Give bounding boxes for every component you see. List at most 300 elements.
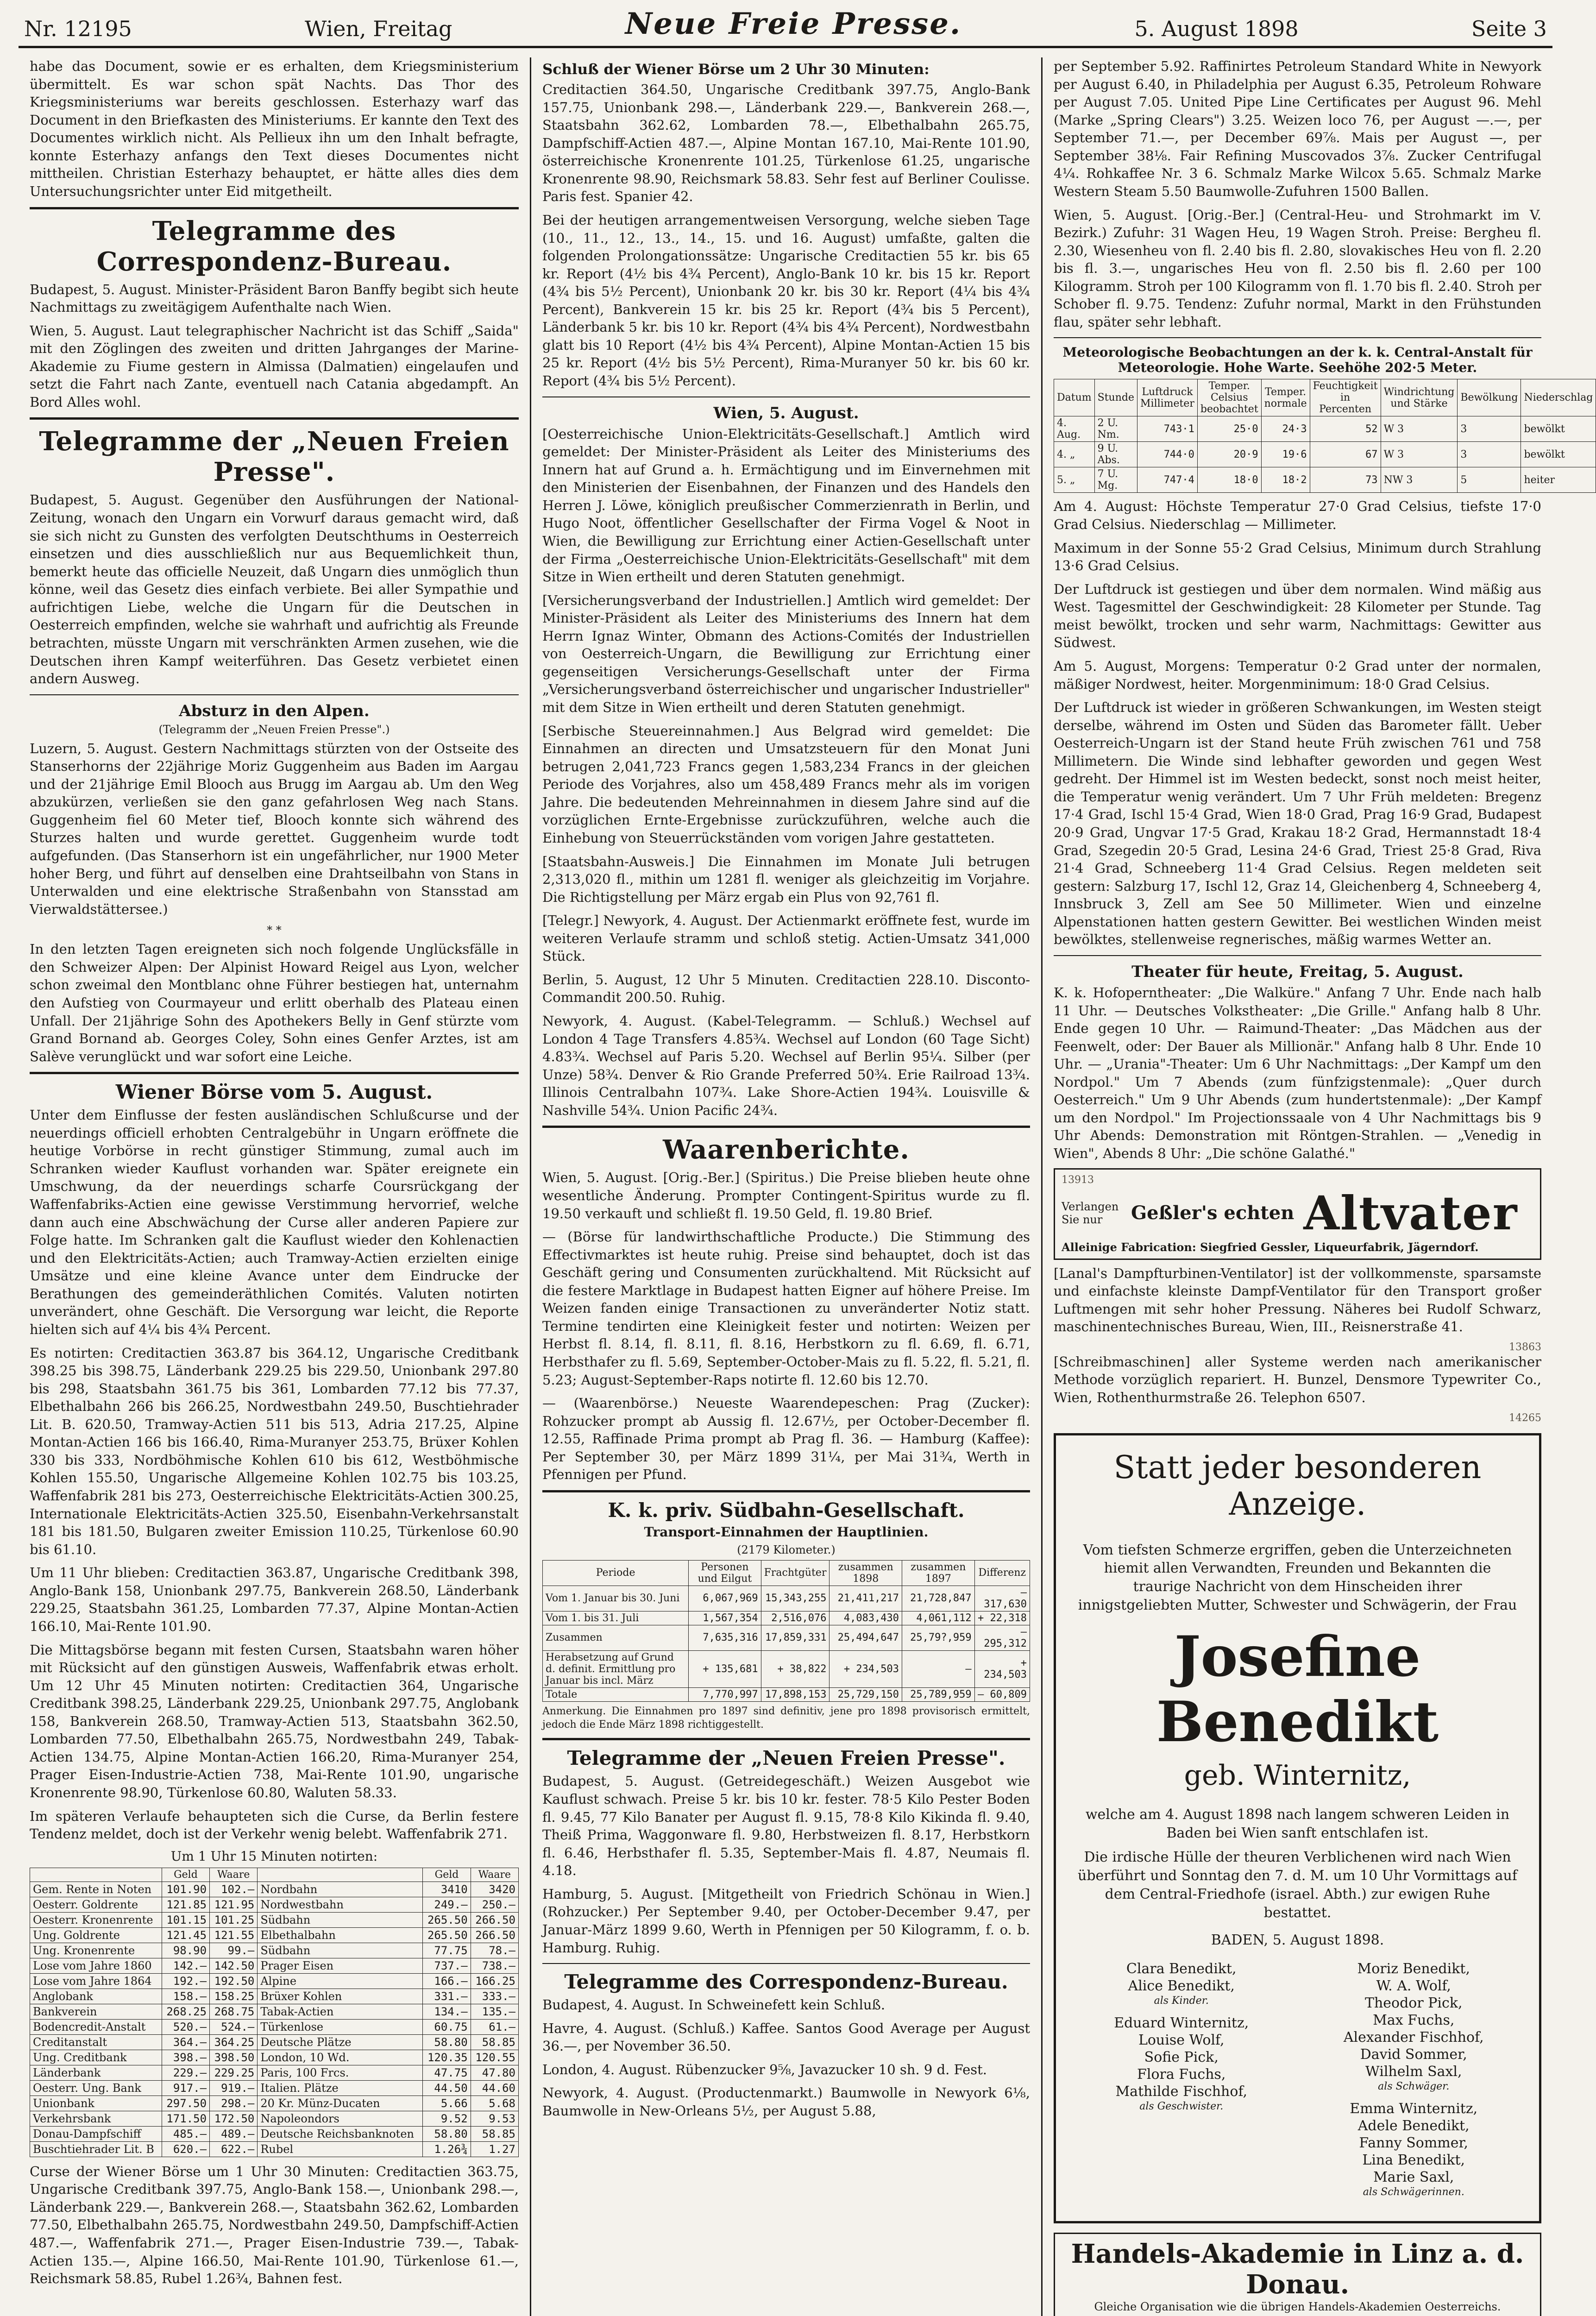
table-cell: Bankverein xyxy=(30,2004,162,2019)
mourner-name: Moriz Benedikt, xyxy=(1357,1961,1470,1977)
column-header: Waare xyxy=(210,1868,258,1882)
table-cell: 20·9 xyxy=(1197,442,1261,467)
table-cell: Oesterr. Goldrente xyxy=(30,1897,162,1912)
table-cell: 743·1 xyxy=(1137,416,1198,442)
table-cell: London, 10 Wd. xyxy=(258,2050,423,2065)
table-cell: 20 Kr. Münz-Ducaten xyxy=(258,2096,423,2111)
column-header xyxy=(30,1868,162,1882)
table-cell: Nordbahn xyxy=(258,1882,423,1897)
table-cell: 17,859,331 xyxy=(761,1625,829,1650)
divider xyxy=(542,1126,1030,1128)
column-header: Datum xyxy=(1054,379,1095,416)
table-cell: 77.75 xyxy=(423,1943,471,1958)
table-row xyxy=(30,2034,519,2050)
article-text: Der Luftdruck ist gestiegen und über dem normalen. Wind mäßig aus West. Tagesmittel der Geschwindigkeit: 28 Kilometer per Stunde. Tag meist bewölkt, trocken und sehr warm, Nachmittags: Gewitter aus Südwest. xyxy=(1054,581,1541,651)
table-row xyxy=(543,1611,1030,1625)
table-row xyxy=(30,1882,519,1897)
table-cell: 1,567,354 xyxy=(689,1611,761,1625)
article-text: Unter dem Einflusse der festen ausländischen Schlußcurse und der neuerdings officiell erhobten Centralgebühr in Ungarn eröffnete die heutige Vorbörse in recht günstiger Stimmung, zumal auch im Schranken wieder Kauflust vorhanden war. Später ereignete ein Umschwung, da der neuerdings scharfe Coursrückgang der Waffenfabriks-Actien eine gewisse Verstimmung hervorrief, welche dann auch eine Abschwächung der Curse aller anderen Papiere zur Folge hatte. Im Schranken galt die Kauflust wieder den Kohlenactien und den Elektricitäts-Actien; auch Tramway-Actien erzielten einige Umsätze und eine kleine Avance unter dem Eindrucke der Berathungen des gemeinderäthlichen Comités. Valuten notirten unverändert, ohne Geschäft. Die Versorgung war leicht, die Reporte hielten sich auf 4¼ bis 4¾ Percent. xyxy=(30,1107,519,1337)
column-header: Geld xyxy=(162,1868,209,1882)
table-cell: 135.— xyxy=(471,2004,518,2019)
table-row xyxy=(30,1973,519,1989)
article-text: In den letzten Tagen ereigneten sich noch folgende Unglücksfälle in den Schweizer Alpen: Der Alpinist Howard Reigel aus Lyon, welcher schon zweimal den Montblanc ohne Führer bestiegen hat, unternahm den Aufstieg von Courmayeur und erlitt oberhalb des Plateau einen Unfall. Der 21jährige Sohn des Apothekers Belly in Genf stürzte vom Grand Bornand ab. Georges Coley, Sohn eines Genfer Arztes, ist am Salève verunglückt und war sofort eine Leiche. xyxy=(30,941,519,1064)
table-row xyxy=(30,2111,519,2126)
article-text: Im späteren Verlaufe behaupteten sich die Curse, da Berlin festere Tendenz meldet, doch ist der Verkehr wenig belebt. Waffenfabrik 271. xyxy=(30,1808,519,1842)
mourner-name: Sofie Pick, xyxy=(1144,2049,1219,2066)
table-cell: 192.— xyxy=(162,1973,209,1989)
mourner-name: Louise Wolf, xyxy=(1138,2032,1225,2049)
table-cell: 24·3 xyxy=(1261,416,1310,442)
mourner-name: Mathilde Fischhof, xyxy=(1115,2083,1248,2100)
advert-text: Gleiche Organisation wie die übrigen Handels-Akademien Oesterreichs. xyxy=(1094,2300,1501,2314)
section-heading: Meteorologische Beobachtungen an der k. k. Central-Anstalt für Meteorologie. Hohe Warte. Seehöhe 202·5 Meter. xyxy=(1062,345,1533,376)
table-cell: 58.85 xyxy=(471,2034,518,2050)
mourner-relation: als Schwäger. xyxy=(1378,2081,1450,2093)
columns xyxy=(19,57,1593,2316)
table-cell: Herabsetzung auf Grund d. definit. Ermittlung pro Januar bis incl. März xyxy=(543,1650,689,1687)
advert-mid: Geßler's echten xyxy=(1131,1202,1294,1224)
table-cell: 44.50 xyxy=(423,2080,471,2096)
mourner-name: Alexander Fischhof, xyxy=(1343,2029,1484,2046)
table-cell: 524.— xyxy=(210,2019,258,2034)
table-row xyxy=(543,1687,1030,1701)
table-cell: Länderbank xyxy=(30,2065,162,2080)
advert-number: 14265 xyxy=(1509,1412,1541,1424)
deceased-maiden-name: geb. Winternitz, xyxy=(1184,1759,1411,1792)
divider xyxy=(1054,955,1541,956)
table-cell: 3410 xyxy=(423,1882,471,1897)
column-header: zusammen 1897 xyxy=(902,1560,975,1586)
article-text: [Versicherungsverband der Industriellen.] Amtlich wird gemeldet: Der Minister-Präsident als Leiter des Ministeriums des Innern hat dem Herrn Ignaz Winter, Obmann des Actions-Comités der Industriellen von Oesterreich-Ungarn, die Bewilligung zur Errichtung einer gegenseitigen Versicherungs-Gesellschaft unter der Firma „Versicherungsverband österreichischer und ungarischer Industrieller" mit dem Sitze in Wien ertheilt und deren Statuten genehmigt. xyxy=(542,592,1030,715)
table-cell: 17,898,153 xyxy=(761,1687,829,1701)
divider xyxy=(30,417,519,420)
table-cell: 58.85 xyxy=(471,2126,518,2141)
table-cell: 101.90 xyxy=(162,1882,209,1897)
mourner-name: David Sommer, xyxy=(1360,2046,1467,2063)
table-cell: 917.— xyxy=(162,2080,209,2096)
table-cell: 73 xyxy=(1310,467,1381,493)
mourner-name: Marie Saxl, xyxy=(1373,2169,1454,2186)
death-notice-text: Vom tiefsten Schmerze ergriffen, geben die Unterzeichneten hiemit allen Verwandten, Freunden und Bekannten die traurige Nachricht von dem Hinscheiden ihrer innigstgeliebten Mutter, Schwester und Schwägerin, der Frau xyxy=(1078,1542,1517,1614)
table-cell: 47.75 xyxy=(423,2065,471,2080)
table-cell: 4. Aug. xyxy=(1054,416,1095,442)
column-header: Temper. normale xyxy=(1261,379,1310,416)
table-cell: + 22,318 xyxy=(974,1611,1030,1625)
death-notice xyxy=(1054,1433,1541,2224)
table-cell: 7,635,316 xyxy=(689,1625,761,1650)
table-cell: 2,516,076 xyxy=(761,1611,829,1625)
table-cell: 3 xyxy=(1458,416,1521,442)
table-cell: 266.50 xyxy=(471,1912,518,1927)
table-cell: Totale xyxy=(543,1687,689,1701)
table-cell: 268.75 xyxy=(210,2004,258,2019)
mourner-name: Adele Benedikt, xyxy=(1357,2118,1470,2134)
column-2 xyxy=(530,57,1041,2316)
divider xyxy=(30,694,519,695)
table-cell: W 3 xyxy=(1381,442,1458,467)
table-cell: 268.25 xyxy=(162,2004,209,2019)
table-cell: Paris, 100 Frcs. xyxy=(258,2065,423,2080)
advert-pre: Verlangen Sie nur xyxy=(1062,1200,1119,1226)
table-cell: Türkenlose xyxy=(258,2019,423,2034)
table-cell: 9.52 xyxy=(423,2111,471,2126)
table-cell: 44.60 xyxy=(471,2080,518,2096)
table-cell: Gem. Rente in Noten xyxy=(30,1882,162,1897)
mourners-right xyxy=(1307,1960,1521,2206)
mourner-name: Wilhelm Saxl, xyxy=(1365,2064,1462,2080)
table-title: Um 1 Uhr 15 Minuten notirten: xyxy=(170,1848,378,1864)
table-cell: 229.— xyxy=(162,2065,209,2080)
table-cell: Zusammen xyxy=(543,1625,689,1650)
table-cell: 99.— xyxy=(210,1943,258,1958)
table-cell: 19·6 xyxy=(1261,442,1310,467)
table-row xyxy=(1054,442,1596,467)
advert-number: 13863 xyxy=(1509,1341,1541,1353)
table-cell: 5. „ xyxy=(1054,467,1095,493)
column-3 xyxy=(1041,57,1593,2316)
table-cell: 47.80 xyxy=(471,2065,518,2080)
telegram: Budapest, 4. August. In Schweinefett kein Schluß. xyxy=(542,1997,886,2013)
table-cell: Rubel xyxy=(258,2141,423,2157)
table-cell: 58.80 xyxy=(423,2126,471,2141)
table-cell: 266.50 xyxy=(471,1927,518,1943)
mourner-name: Emma Winternitz, xyxy=(1350,2101,1478,2117)
table-cell: Donau-Dampfschiff xyxy=(30,2126,162,2141)
table-cell: Unionbank xyxy=(30,2096,162,2111)
table-cell: NW 3 xyxy=(1381,467,1458,493)
section-heading: K. k. priv. Südbahn-Gesellschaft. xyxy=(608,1498,965,1522)
table-cell: 4. „ xyxy=(1054,442,1095,467)
mourners-left xyxy=(1074,1960,1288,2206)
table-row xyxy=(543,1650,1030,1687)
article-heading: Wien, 5. August. xyxy=(713,403,859,422)
section-heading: Telegramme des Correspondenz-Bureau. xyxy=(96,215,452,277)
table-cell: Deutsche Plätze xyxy=(258,2034,423,2050)
table-cell: 121.55 xyxy=(210,1927,258,1943)
death-notice-title: Statt jeder besonderen Anzeige. xyxy=(1113,1449,1482,1523)
table-cell: Italien. Plätze xyxy=(258,2080,423,2096)
table-cell: 142.50 xyxy=(210,1958,258,1973)
table-cell: Vom 1. Januar bis 30. Juni xyxy=(543,1586,689,1611)
table-cell: 18·2 xyxy=(1261,467,1310,493)
table-cell: 166.— xyxy=(423,1973,471,1989)
table-cell: 9.53 xyxy=(471,2111,518,2126)
table-cell: 15,343,255 xyxy=(761,1586,829,1611)
table-cell: 331.— xyxy=(423,1989,471,2004)
table-row xyxy=(30,1912,519,1927)
table-cell: 7 U. Mg. xyxy=(1094,467,1137,493)
table-cell: Südbahn xyxy=(258,1912,423,1927)
mourner-name: Flora Fuchs, xyxy=(1137,2066,1226,2083)
section-heading: Waarenberichte. xyxy=(663,1134,910,1165)
table-cell: W 3 xyxy=(1381,416,1458,442)
table-row xyxy=(30,2050,519,2065)
article-text: Bei der heutigen arrangementweisen Versorgung, welche sieben Tage (10., 11., 12., 13., 14., 15. und 16. August) umfaßte, galten die folgenden Prolongationssätze: Ungarische Creditactien 55 kr. bis 65 kr. Report (4½ bis 4¾ Percent), Anglo-Bank 10 kr. bis 15 kr. Report (4¾ bis 5½ Percent), Unionbank 20 kr. bis 30 kr. Report (4¼ bis 4¾ Percent), Bankverein 15 kr. bis 25 kr. Report (4¾ bis 5 Percent), Länderbank 5 kr. bis 10 kr. Report (4¾ bis 4¾ Percent), Nordwestbahn glatt bis 10 Report (4½ bis 4¾ Percent), Alpine Montan-Actien 15 bis 25 kr. Report (4½ bis 5½ Percent), Rima-Muranyer 50 kr. bis 60 kr. Report (4¾ bis 5½ Percent). xyxy=(542,212,1030,389)
theater-listing: K. k. Hofoperntheater: „Die Walküre." Anfang 7 Uhr. Ende nach halb 11 Uhr. — Deutsches Volkstheater: „Die Grille." Anfang halb 8 Uhr. Ende gegen 10 Uhr. — Raimund-Theater: „Das Mädchen aus der Feenwelt, oder: Der Bauer als Millionär." Anfang halb 8 Uhr. Ende 10 Uhr. — „Urania"-Theater: Um 6 Uhr Nachmittags: „Der Kampf um den Nordpol." Um 7 Abends (zum fünfzigstenmale): „Quer durch Oesterreich." Um 9 Uhr Abends (zum hundertstenmale): „Der Kampf um den Nordpol." Im Projectionssaale von 4 Uhr Nachmittags bis 9 Uhr Abends: Demonstration mit Röntgen-Strahlen. — „Venedig in Wien", Abends 8 Uhr: „Die schöne Galathé." xyxy=(1054,984,1541,1161)
table-cell: Lose vom Jahre 1864 xyxy=(30,1973,162,1989)
table-cell: — xyxy=(902,1650,975,1687)
table-cell: Alpine xyxy=(258,1973,423,1989)
table-cell: 121.95 xyxy=(210,1897,258,1912)
advert-number: 13913 xyxy=(1062,1174,1094,1186)
table-cell: 1.26¾ xyxy=(423,2141,471,2157)
table-cell: 25·0 xyxy=(1197,416,1261,442)
article-text: Es notirten: Creditactien 363.87 bis 364.12, Ungarische Creditbank 398.25 bis 398.75, Länderbank 229.25 bis 229.50, Unionbank 297.80 bis 298, Staatsbahn 361.75 bis 361, Lombarden 77.12 bis 77.37, Elbethalbahn 266 bis 266.25, Nordwestbahn 249.50, Buschtiehrader Lit. B. 620.50, Tramway-Actien 511 bis 513, Adria 217.25, Alpine Montan-Actien 166 bis 166.40, Rima-Muranyer 253.75, Brüxer Kohlen 330 bis 333, Nordböhmische Kohlen 610 bis 612, Westböhmische Kohlen 155.50, Ungarische Allgemeine Kohlen 102.75 bis 103.25, Waffenfabrik 281 bis 273, Oesterreichische Elektricitäts-Actien 300.25, Internationale Elektricitäts-Actien 325.50, Eisenbahn-Verkehrsanstalt 181 bis 181.50, Bulgaren zweiter Emission 110.25, Türkenlose 60.90 bis 61.10. xyxy=(30,1345,519,1557)
mourner-relation: als Kinder. xyxy=(1154,1995,1209,2007)
mourners xyxy=(1074,1959,1521,2207)
article-text: Am 4. August: Höchste Temperatur 27·0 Grad Celsius, tiefste 17·0 Grad Celsius. Niederschlag — Millimeter. xyxy=(1054,498,1541,532)
table-cell: 1.27 xyxy=(471,2141,518,2157)
table-cell: 265.50 xyxy=(423,1927,471,1943)
table-cell: 171.50 xyxy=(162,2111,209,2126)
table-cell: 120.55 xyxy=(471,2050,518,2065)
telegram: Budapest, 5. August. Minister-Präsident Baron Banffy begibt sich heute Nachmittags zu zweitägigem Aufenthalte nach Wien. xyxy=(30,281,519,315)
article-text: Luzern, 5. August. Gestern Nachmittags stürzten von der Ostseite des Stanserhorns der 22jährige Moriz Guggenheim aus Baden im Aargau und der 21jährige Emil Blooch aus Brugg im Aargau ab. Um den Weg abzukürzen, verließen sie den ganz gefahrlosen Weg nach Stans. Guggenheim fiel 60 Meter tief, Blooch konnte sich während des Sturzes halten und wurde gerettet. Guggenheim wurde todt aufgefunden. (Das Stanserhorn ist ein ungefährlicher, nur 1900 Meter hoher Berg, und führt auf denselben eine Drahtseilbahn von Stans in Unterwalden und eine elektrische Straßenbahn von Stansstad am Vierwaldstättersee.) xyxy=(30,740,519,917)
table-cell: + 234,503 xyxy=(829,1650,902,1687)
mourner-name: Alice Benedikt, xyxy=(1128,1978,1235,1995)
table-cell: Verkehrsbank xyxy=(30,2111,162,2126)
table-cell: 7,770,997 xyxy=(689,1687,761,1701)
article-text: Um 11 Uhr blieben: Creditactien 363.87, Ungarische Creditbank 398, Anglo-Bank 158, Unionbank 297.75, Bankverein 268.50, Länderbank 229.25, Staatsbahn 361.25, Lombarden 77.37, Alpine Montan-Actien 166.10, Mai-Rente 101.90. xyxy=(30,1565,519,1634)
table-row xyxy=(543,1625,1030,1650)
telegram: London, 4. August. Rübenzucker 9⅝, Javazucker 10 sh. 9 d. Fest. xyxy=(542,2061,987,2077)
column-header: Bewölkung xyxy=(1458,379,1521,416)
article-subheading: (Telegramm der „Neuen Freien Presse".) xyxy=(158,723,390,736)
advert-sub: Alleinige Fabrication: Siegfried Gessler, Liqueurfabrik, Jägerndorf. xyxy=(1062,1240,1479,1254)
table-cell: 747·4 xyxy=(1137,467,1198,493)
column-header: Geld xyxy=(423,1868,471,1882)
table-cell: Prager Eisen xyxy=(258,1958,423,1973)
mourner-name: Lina Benedikt, xyxy=(1362,2152,1465,2169)
table-row xyxy=(30,1897,519,1912)
advert-brand: Altvater xyxy=(1303,1185,1518,1240)
table-cell: heiter xyxy=(1521,467,1596,493)
table-cell: 229.25 xyxy=(210,2065,258,2080)
column-header: Temper. Celsius beobachtet xyxy=(1197,379,1261,416)
mourner-name: Eduard Winternitz, xyxy=(1114,2015,1249,2032)
table-cell: + 135,681 xyxy=(689,1650,761,1687)
mourner-name: Clara Benedikt, xyxy=(1126,1961,1237,1977)
advert-text: [Lanal's Dampfturbinen-Ventilator] ist der vollkommenste, sparsamste und einfachste kleinste Dampf-Ventilator für den Transport großer Luftmengen mit sehr hoher Pressung. Näheres bei Rudolf Schwarz, maschinentechnisches Bureau, Wien, III., Reisnerstraße 41. xyxy=(1054,1265,1541,1335)
table-cell: 61.— xyxy=(471,2019,518,2034)
article-text: Berlin, 5. August, 12 Uhr 5 Minuten. Creditactien 228.10. Disconto-Commandit 200.50. Ruhig. xyxy=(542,971,1030,1006)
table-cell: 18·0 xyxy=(1197,467,1261,493)
article-text: [Oesterreichische Union-Elektricitäts-Gesellschaft.] Amtlich wird gemeldet: Der Minister-Präsident als Leiter des Ministeriums des Innern hat auf Grund a. h. Ermächtigung und im Einvernehmen mit den Ministerien der Eisenbahnen, der Finanzen und des Handels den Herren J. Löwe, königlich preußischer Commerzienrath in Berlin, und Hugo Noot, öffentlicher Gesellschafter der Firma Vogel & Noot in Wien, die Bewilligung zur Errichtung einer Actien-Gesellschaft unter der Firma „Oesterreichische Union-Elektricitäts-Gesellschaft" mit dem Sitze in Wien ertheilt und deren Statuten genehmigt. xyxy=(542,426,1030,585)
table-row xyxy=(30,2080,519,2096)
place-day: Wien, Freitag xyxy=(305,16,452,41)
table-cell: — 60,809 xyxy=(974,1687,1030,1701)
table-cell: 121.85 xyxy=(162,1897,209,1912)
table-cell: 489.— xyxy=(210,2126,258,2141)
table-cell: 172.50 xyxy=(210,2111,258,2126)
table-row xyxy=(30,1958,519,1973)
table-cell: 919.— xyxy=(210,2080,258,2096)
divider xyxy=(542,396,1030,397)
table-cell: 485.— xyxy=(162,2126,209,2141)
page-number: Seite 3 xyxy=(1471,16,1547,41)
table-cell: Lose vom Jahre 1860 xyxy=(30,1958,162,1973)
telegram: Havre, 4. August. (Schluß.) Kaffee. Santos Good Average per August 36.—, per November 36.50. xyxy=(542,2020,1030,2054)
table-cell: Vom 1. bis 31. Juli xyxy=(543,1611,689,1625)
table-cell: Ung. Creditbank xyxy=(30,2050,162,2065)
telegram: Hamburg, 5. August. [Mitgetheilt von Friedrich Schönau in Wien.] (Rohzucker.) Per September 9.40, per October-December 9.47, per Januar-März 1899 9.60, Werth in Pfennigen per 50 Kilogramm, f. o. b. Hamburg. Ruhig. xyxy=(542,1886,1030,1956)
column-header: Feuchtigkeit in Percenten xyxy=(1310,379,1381,416)
table-cell: 737.— xyxy=(423,1958,471,1973)
paper-title: Neue Freie Presse. xyxy=(625,6,962,41)
table-cell: 250.— xyxy=(471,1897,518,1912)
mourner-relation: als Geschwister. xyxy=(1139,2101,1224,2113)
column-1 xyxy=(19,57,530,2316)
article-text: per September 5.92. Raffinirtes Petroleum Standard White in Newyork per August 6.40, in Philadelphia per August 6.35, Petroleum Rohware per August 7.05. United Pipe Line Certificates per August 96. Mehl (Marke „Spring Clears") 3.25. Weizen loco 76, per August —.—, per September 71.—, per December 69⅞. Mais per August —, per September 38⅛. Fair Refining Muscovados 3⅞. Zucker Centrifugal 4¼. Rohkaffee Nr. 3 6. Schmalz Marke Wilcox 5.65. Schmalz Marke Western Steam 5.50 Baumwolle-Zufuhren 1500 Ballen. xyxy=(1054,58,1541,199)
mourner-name: Fanny Sommer, xyxy=(1359,2135,1469,2152)
table-cell: bewölkt xyxy=(1521,442,1596,467)
divider xyxy=(542,1738,1030,1740)
article-text: Newyork, 4. August. (Kabel-Telegramm. — Schluß.) Wechsel auf London 4 Tage Transfers 4.85¾. Wechsel auf London (60 Tage Sicht) 4.83¾. Wechsel auf Paris 5.20. Wechsel auf Berlin 95¼. Silber (per Unze) 58¾. Denver & Rio Grande Preferred 50¾. Erie Railroad 13¾. Illinois Centralbahn 107¾. Lake Shore-Actien 194¾. Louisville & Nashville 54¾. Union Pacific 24¾. xyxy=(542,1013,1030,1118)
table-row xyxy=(543,1586,1030,1611)
table-cell: 249.— xyxy=(423,1897,471,1912)
table-cell: 2 U. Nm. xyxy=(1094,416,1137,442)
table-row xyxy=(1054,416,1596,442)
table-note: Anmerkung. Die Einnahmen pro 1897 sind definitiv, jene pro 1898 provisorisch ermittelt, jedoch die Ende März 1898 richtiggestellt. xyxy=(542,1705,1030,1731)
column-header: Waare xyxy=(471,1868,518,1882)
table-cell: + 234,503 xyxy=(974,1650,1030,1687)
column-header xyxy=(258,1868,423,1882)
article-heading: Absturz in den Alpen. xyxy=(179,701,370,720)
table-cell: 5 xyxy=(1458,467,1521,493)
table-cell: 120.35 xyxy=(423,2050,471,2065)
column-header: Niederschlag xyxy=(1521,379,1596,416)
column-header: zusammen 1898 xyxy=(829,1560,902,1586)
table-cell: 298.— xyxy=(210,2096,258,2111)
table-row xyxy=(30,2126,519,2141)
table-cell: 158.25 xyxy=(210,1989,258,2004)
article-text: Die Mittagsbörse begann mit festen Cursen, Staatsbahn waren höher mit Rücksicht auf den günstigen Ausweis, Waffenfabrik etwas erholt. Um 12 Uhr 45 Minuten notirten: Creditactien 364, Ungarische Creditbank 398.25, Länderbank 229.25, Unionbank 297.75, Anglobank 158, Bankverein 268.50, Tramway-Actien 513, Staatsbahn 362.50, Lombarden 77.50, Elbethalbahn 265.75, Nordwestbahn 249, Tabak-Actien 134.75, Alpine Montan-Actien 166.20, Rima-Muranyer 254, Prager Eisen-Industrie-Actien 738, Mai-Rente 101.90, ungarische Kronenrente 98.90, Türkenlose 60.80, Waluten 58.33. xyxy=(30,1642,519,1800)
table-cell: 3 xyxy=(1458,442,1521,467)
separator-stars: * * xyxy=(267,924,282,937)
table-cell: 3420 xyxy=(471,1882,518,1897)
advert-text: [Schreibmaschinen] aller Systeme werden nach amerikanischer Methode vorzüglich repariert. H. Bunzel, Densmore Typewriter Co., Wien, Rothenthurmstraße 26. Telephon 6507. xyxy=(1054,1353,1541,1405)
divider xyxy=(30,207,519,209)
weather-table xyxy=(1054,379,1596,493)
table-row xyxy=(30,2141,519,2157)
article-text: [Staatsbahn-Ausweis.] Die Einnahmen im Monate Juli betrugen 2,313,020 fl., mithin um 1281 fl. weniger als gleichzeitig im Vorjahre. Die Richtigstellung per März ergab ein Plus von 92,761 fl. xyxy=(542,853,1030,905)
column-header: Frachtgüter xyxy=(761,1560,829,1586)
table-cell: Ung. Goldrente xyxy=(30,1927,162,1943)
mourner-name: Max Fuchs, xyxy=(1373,2012,1455,2029)
table-cell: 333.— xyxy=(471,1989,518,2004)
table-cell: Brüxer Kohlen xyxy=(258,1989,423,2004)
table-row xyxy=(30,1989,519,2004)
column-header: Windrichtung und Stärke xyxy=(1381,379,1458,416)
mourner-name: Theodor Pick, xyxy=(1364,1995,1463,2012)
divider xyxy=(542,1490,1030,1492)
divider xyxy=(30,1072,519,1074)
article-text: Wien, 5. August. [Orig.-Ber.] (Central-Heu- und Strohmarkt im V. Bezirk.) Zufuhr: 31 Wagen Heu, 19 Wagen Stroh. Preise: Bergheu fl. 2.30, Wiesenheu von fl. 2.40 bis fl. 2.80, slovakisches Heu von fl. 2.20 bis fl. 3.—, ungarisches Heu von fl. 2.50 bis fl. 2.60 per 100 Kilogramm. Stroh per 100 Kilogramm von fl. 1.70 bis fl. 2.40. Stroh per Schober fl. 9.75. Tendenz: Zufuhr normal, Markt in den Frühstunden flau, später sehr lebhaft. xyxy=(1054,207,1541,330)
death-notice-text: Die irdische Hülle der theuren Verblichenen wird nach Wien überführt und Sonntag den 7. d. M. um 10 Uhr Vormittags auf dem Central-Friedhofe (israel. Abth.) zur ewigen Ruhe bestattet. xyxy=(1078,1849,1517,1921)
table-row xyxy=(30,2096,519,2111)
table-cell: Bodencredit-Anstalt xyxy=(30,2019,162,2034)
table-cell: 4,083,430 xyxy=(829,1611,902,1625)
mourner-relation: als Schwägerinnen. xyxy=(1363,2186,1464,2198)
section-heading: Telegramme der „Neuen Freien Presse". xyxy=(39,426,509,488)
table-cell: 297.50 xyxy=(162,2096,209,2111)
table-row xyxy=(30,1927,519,1943)
telegram: Budapest, 5. August. Gegenüber den Ausführungen der National-Zeitung, wonach den Ungarn ein Vorwurf daraus gemacht wird, daß sie sich nicht zu Gunsten des verfolgten Deutschthums in Oesterreich einsetzen und dies ausschließlich nur aus Bequemlichkeit thun, bemerkt heute das officielle Neuzeit, daß Ungarn dies unmöglich thun könne, weil das Gesetz dies einfach verbiete. Bei aller Sympathie und aufrichtigen Liebe, welche die Ungarn für die Deutschen in Oesterreich empfinden, welche sie wahrhaft und aufrichtig als Freunde betrachten, müsste Ungarn mit verschränkten Armen zusehen, wie die Deutschen ihren Kampf weiterführen. Das Gesetz verbietet einen andern Ausweg. xyxy=(30,492,519,687)
section-heading: Theater für heute, Freitag, 5. August. xyxy=(1131,962,1464,981)
table-cell: 622.— xyxy=(210,2141,258,2157)
table-row xyxy=(30,1943,519,1958)
column-header: Luftdruck Millimeter xyxy=(1137,379,1198,416)
table-cell: 60.75 xyxy=(423,2019,471,2034)
column-header: Differenz xyxy=(974,1560,1030,1586)
table-cell: 78.— xyxy=(471,1943,518,1958)
table-cell: + 38,822 xyxy=(761,1650,829,1687)
table-cell: bewölkt xyxy=(1521,416,1596,442)
table-cell: 98.90 xyxy=(162,1943,209,1958)
table-row xyxy=(30,2019,519,2034)
advert-title: Handels-Akademie in Linz a. d. Donau. xyxy=(1071,2239,1524,2300)
advert-altvater xyxy=(1054,1168,1541,1260)
table-cell: 58.80 xyxy=(423,2034,471,2050)
table-cell: 52 xyxy=(1310,416,1381,442)
table-cell: 364.— xyxy=(162,2034,209,2050)
table-row xyxy=(30,2065,519,2080)
column-header: Personen und Eilgut xyxy=(689,1560,761,1586)
table-cell: 25,729,150 xyxy=(829,1687,902,1701)
table-cell: Anglobank xyxy=(30,1989,162,2004)
table-cell: 67 xyxy=(1310,442,1381,467)
table-cell: 192.50 xyxy=(210,1973,258,1989)
table-cell: 102.— xyxy=(210,1882,258,1897)
table-row xyxy=(1054,467,1596,493)
table-cell: 142.— xyxy=(162,1958,209,1973)
table-cell: 620.— xyxy=(162,2141,209,2157)
table-cell: Nordwestbahn xyxy=(258,1897,423,1912)
table-cell: 9 U. Abs. xyxy=(1094,442,1137,467)
table-cell: Südbahn xyxy=(258,1943,423,1958)
telegram: Budapest, 5. August. (Getreidegeschäft.) Weizen Ausgebot wie Kauflust schwach. Preise 5 kr. bis 10 kr. fester. 78·5 Kilo Pester Boden fl. 9.45, 77 Kilo Banater per August fl. 9.15, 78·8 Kilo Kikinda fl. 9.40, Theiß Prima, Waggonware fl. 9.80, Herbstweizen fl. 8.17, Herbstkorn fl. 6.46, Herbsthafer fl. 5.35, September-Mais fl. 4.87, Neumais fl. 4.18. xyxy=(542,1773,1030,1879)
table-cell: 25,789,959 xyxy=(902,1687,975,1701)
table-cell: 134.— xyxy=(423,2004,471,2019)
table-cell: Oesterr. Ung. Bank xyxy=(30,2080,162,2096)
table-cell: 25,79?,959 xyxy=(902,1625,975,1650)
table-cell: Buschtiehrader Lit. B xyxy=(30,2141,162,2157)
article-text: Wien, 5. August. [Orig.-Ber.] (Spiritus.) Die Preise blieben heute ohne wesentliche Änderung. Prompter Contingent-Spiritus wurde zu fl. 19.50 verkauft und schließt fl. 19.50 Geld, fl. 19.80 Brief. xyxy=(542,1170,1030,1221)
deceased-name: Josefine Benedikt xyxy=(1156,1624,1439,1755)
table-cell: 4,061,112 xyxy=(902,1611,975,1625)
article-text: Am 5. August, Morgens: Temperatur 0·2 Grad unter der normalen, mäßiger Nordwest, heiter. Morgenminimum: 18·0 Grad Celsius. xyxy=(1054,658,1541,692)
table-cell: 21,728,847 xyxy=(902,1586,975,1611)
table-cell: 101.15 xyxy=(162,1912,209,1927)
section-subheading: Transport-Einnahmen der Hauptlinien. xyxy=(644,1524,929,1540)
telegram: Newyork, 4. August. (Productenmarkt.) Baumwolle in Newyork 6⅛, Baumwolle in New-Orleans 5½, per August 5.88, xyxy=(542,2085,1030,2119)
article-text: [Serbische Steuereinnahmen.] Aus Belgrad wird gemeldet: Die Einnahmen an directen und Umsatzsteuern für den Monat Juni betrugen 2,041,723 Francs gegen 1,583,234 Francs in der gleichen Periode des Vorjahres, also um 458,489 Francs mehr als im vorigen Jahre. Die bedeutenden Mehreinnahmen in diesem Jahre sind auf die vorzüglichen Ernte-Ergebnisse zurückzuführen, welche auch die Einhebung von Steuerrückständen vom vorigen Jahre gestatteten. xyxy=(542,723,1030,846)
divider xyxy=(542,1963,1030,1964)
table-cell: Deutsche Reichsbanknoten xyxy=(258,2126,423,2141)
section-subheading: (2179 Kilometer.) xyxy=(737,1543,836,1556)
article-text: — (Börse für landwirthschaftliche Producte.) Die Stimmung des Effectivmarktes ist heute ruhig. Preise sind behauptet, doch ist das Geschäft gering und Consumenten zurückhaltend. Mit Rücksicht auf die festere Marktlage in Budapest hatten Eigner auf höhere Preise. Im Weizen fanden einige Transactionen zu unveränderter Notiz statt. Termine tendirten eine Kleinigkeit fester und notirten: Weizen per Herbst fl. 8.14, fl. 8.11, fl. 8.16, Herbstkorn zu fl. 6.69, fl. 6.71, Herbsthafer zu fl. 5.69, September-October-Mais zu fl. 5.22, fl. 5.21, fl. 5.23; August-September-Raps notirte fl. 12.60 bis 12.70. xyxy=(542,1229,1030,1388)
table-cell: Tabak-Actien xyxy=(258,2004,423,2019)
article-text: Der Luftdruck ist wieder in größeren Schwankungen, im Westen steigt derselbe, während im Osten und Süden das Barometer fällt. Ueber Oesterreich-Ungarn ist der Stand heute Früh zwischen 761 und 758 Millimetern. Die Winde sind lebhafter geworden und gegen West gedreht. Der Himmel ist im Westen bedeckt, sonst noch meist heiter, die Temperatur wenig verändert. Um 7 Uhr Früh meldeten: Bregenz 17·4 Grad, Ischl 15·4 Grad, Wien 18·0 Grad, Prag 16·9 Grad, Budapest 20·9 Grad, Ungvar 17·5 Grad, Krakau 18·2 Grad, Hermannstadt 18·4 Grad, Szegedin 20·5 Grad, Lesina 24·6 Grad, Triest 25·8 Grad, Riva 21·4 Grad, Schneeberg 11·4 Grad Celsius. Regen meldeten seit gestern: Salzburg 17, Ischl 12, Graz 14, Gleichenberg 4, Schneeberg 4, Innsbruck 3, Zell am See 50 Millimeter. Wien und einzelne Alpenstationen hatten gestern Gewitter. Bei westlichen Winden meist bewölktes, stellenweise regnerisches, mäßig warmes Wetter an. xyxy=(1054,699,1541,948)
table-cell: 744·0 xyxy=(1137,442,1198,467)
table-cell: 364.25 xyxy=(210,2034,258,2050)
table-row xyxy=(30,2004,519,2019)
table-cell: 25,494,647 xyxy=(829,1625,902,1650)
article-text: — (Waarenbörse.) Neueste Waarendepeschen: Prag (Zucker): Rohzucker prompt ab Aussig fl. 12.67½, per October-December fl. 12.55, Raffinade Prima prompt ab Prag fl. 36. — Hamburg (Kaffee): Per September 30, per März 1899 31¼, per Mai 31¾, Werth in Pfennigen per Pfund. xyxy=(542,1395,1030,1483)
advert-handels-akademie xyxy=(1054,2233,1541,2316)
table-cell: 5.68 xyxy=(471,2096,518,2111)
mourner-name: W. A. Wolf, xyxy=(1376,1978,1451,1995)
